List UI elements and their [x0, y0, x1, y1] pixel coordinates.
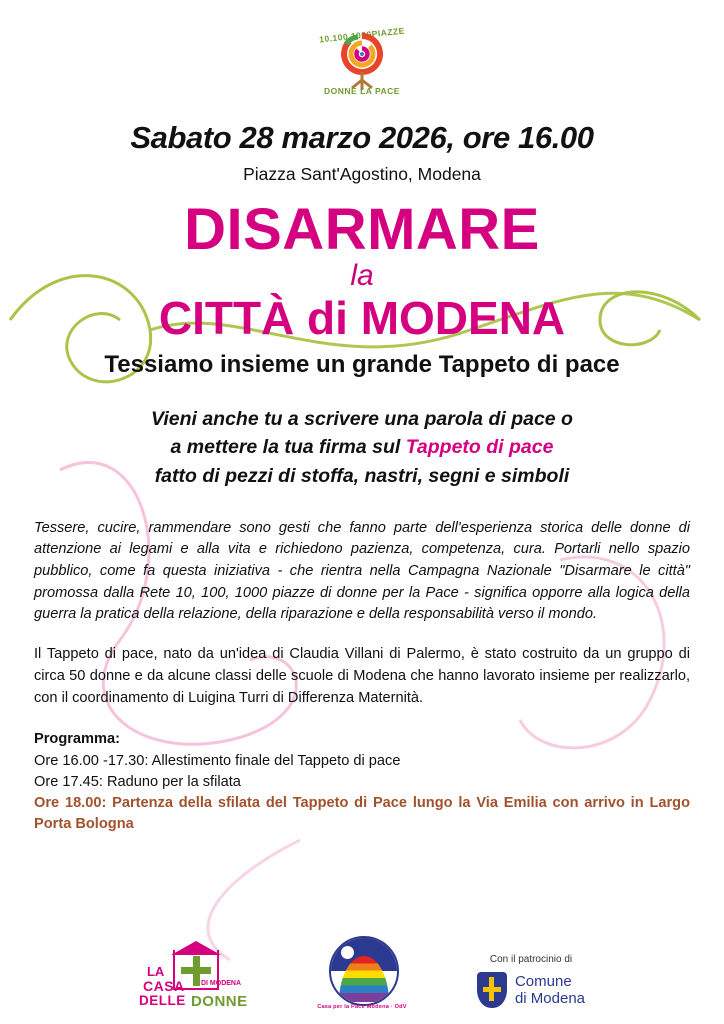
invite-line-3: fatto di pezzi di stoffa, nastri, segni e simboli	[154, 464, 570, 487]
comune-line-2: di Modena	[514, 990, 586, 1007]
poster-title-line2: CITTÀ di MODENA	[158, 292, 566, 344]
body-paragraph-1: Tessere, cucire, rammendare sono gesti che fanno parte dell'esperienza storica delle donne di attenzione ai legami e alla vita e richiedono pazienza, competenza, cura. Portarli nello spazio pubblico, come fa questa iniziativa - che rientra nella Campagna Nazionale "Disarmare le città" promossa dalla Rete 10, 100, 1000 piazze di donne per la Pace - significa opporre alla logica della guerra la pratica della relazione, della riparazione e della responsabilità verso il mondo.	[34, 519, 690, 623]
body-paragraph-2: Il Tappeto di pace, nato da un'idea di Claudia Villani di Palermo, è stato costruito da un gruppo di circa 50 donne e da alcune classi delle scuole di Modena che hanno lavorato insieme per realizzarlo, con il coordinamento di Luigina Turri di Differenza Maternità.	[34, 645, 690, 706]
logo-bottom-text: DONNE LA PACE	[324, 86, 400, 96]
invite-line-2-highlight: Tappeto di pace	[405, 436, 554, 459]
shield-cross-horizontal	[483, 987, 501, 992]
comune-row	[477, 972, 585, 1008]
invite-line-2-text: a mettere la tua firma sul	[170, 436, 406, 459]
campaign-logo	[302, 14, 422, 102]
moon-icon	[341, 946, 354, 959]
program-block	[28, 729, 696, 835]
casa-per-la-pace-logo-item	[317, 936, 407, 1010]
footer-logos	[0, 936, 724, 1008]
event-place: Piazza Sant'Agostino, Modena	[243, 164, 481, 184]
event-date: Sabato 28 marzo 2026, ore 16.00	[130, 120, 594, 155]
invite-line-1: Vieni anche tu a scrivere una parola di pace o	[151, 408, 573, 430]
casa-per-la-pace-logo	[317, 936, 407, 1010]
window-cross-horizontal	[181, 967, 211, 974]
comune-line-1: Comune	[514, 972, 572, 990]
casa-logo-casa: CASA	[142, 978, 185, 994]
casa-logo-delle: DELLE	[138, 993, 186, 1008]
casa-logo-donne: DONNE	[190, 993, 248, 1010]
campaign-logo-wrapper	[28, 0, 696, 102]
program-title: Programma:	[34, 731, 120, 748]
invite-block	[28, 405, 696, 490]
poster-title-la: la	[350, 259, 374, 292]
casa-delle-donne-logo	[139, 950, 247, 1008]
poster-subtitle: Tessiamo insieme un grande Tappeto di pace	[104, 351, 620, 378]
casa-delle-donne-logo-item	[139, 950, 247, 1008]
program-highlight-row: Ore 18.00: Partenza della sfilata del Tappeto di Pace lungo la Via Emilia con arrivo in Largo Porta Bologna	[34, 794, 690, 833]
pace-logo-caption: Casa per la Pace Modena · OdV	[317, 1004, 407, 1010]
comune-shield-icon	[477, 972, 507, 1008]
pace-circle-shape	[329, 936, 399, 1006]
casa-logo-di-modena: DI MODENA	[200, 980, 242, 987]
casa-logo-la: LA	[146, 964, 165, 979]
comune-di-modena-logo-item	[477, 954, 585, 1008]
comune-text	[515, 973, 585, 1008]
program-row-2: Ore 17.45: Raduno per la sfilata	[34, 773, 241, 790]
invite-line-2	[28, 433, 696, 461]
logo-top-text: 10.100.1000PIAZZE	[318, 25, 406, 45]
program-row-1: Ore 16.00 -17.30: Allestimento finale del Tappeto di pace	[34, 752, 401, 769]
patrocinio-label: Con il patrocinio di	[489, 954, 573, 965]
poster-title-line1: DISARMARE	[184, 197, 540, 262]
